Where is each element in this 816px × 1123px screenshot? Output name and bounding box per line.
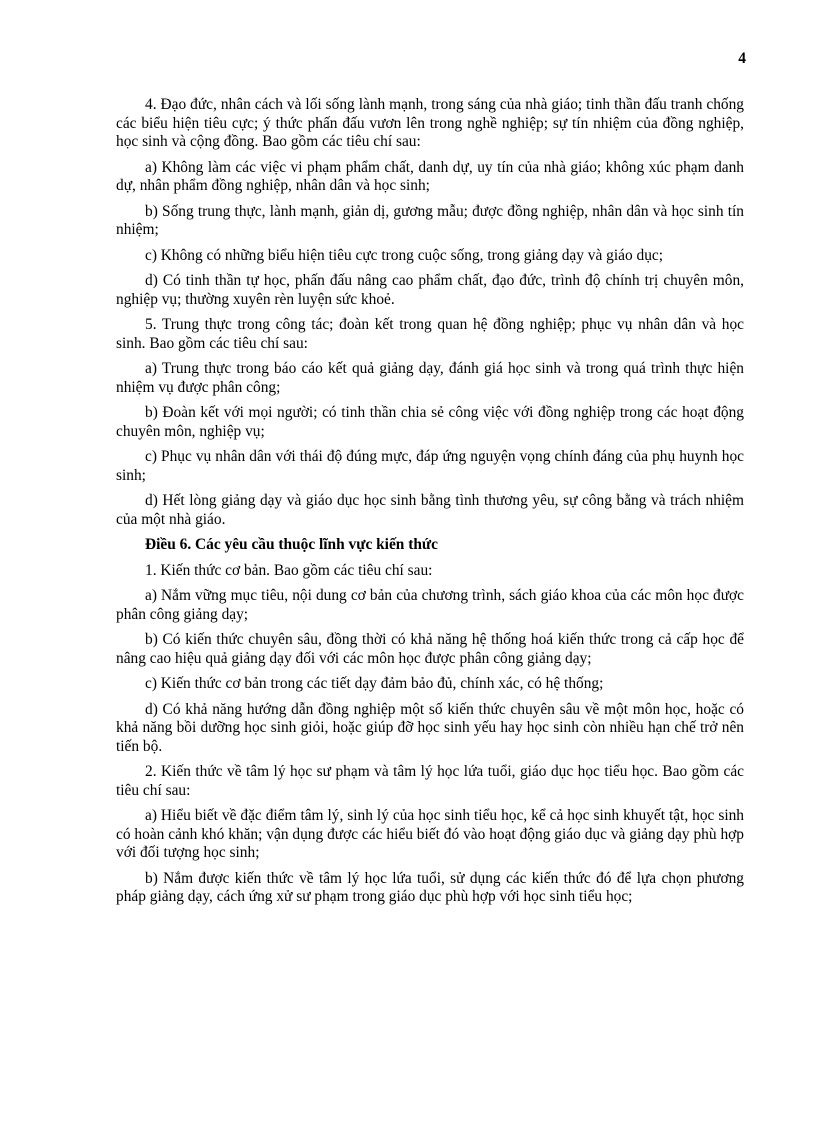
item-4-criterion-b: b) Sống trung thực, lành mạnh, giản dị, gương mẫu; được đồng nghiệp, nhân dân và học sinh tín nhiệm; <box>116 202 744 238</box>
item-4-criterion-a: a) Không làm các việc vi phạm phẩm chất, danh dự, uy tín của nhà giáo; không xúc phạm danh dự, nhân phẩm đồng nghiệp, nhân dân và học sinh; <box>116 158 744 194</box>
article-6-item-2-criterion-b: b) Nắm được kiến thức về tâm lý học lứa tuổi, sử dụng các kiến thức đó để lựa chọn phương pháp giảng dạy, cách ứng xử sư phạm trong giáo dục phù hợp với học sinh tiểu học; <box>116 869 744 905</box>
item-4-intro: 4. Đạo đức, nhân cách và lối sống lành mạnh, trong sáng của nhà giáo; tinh thần đấu tranh chống các biểu hiện tiêu cực; ý thức phấn đấu vươn lên trong nghề nghiệp; sự tín nhiệm của đồng nghiệp, học sinh và cộng đồng. Bao gồm các tiêu chí sau: <box>116 96 744 150</box>
article-6-item-1-criterion-c: c) Kiến thức cơ bản trong các tiết dạy đảm bảo đủ, chính xác, có hệ thống; <box>145 675 604 692</box>
item-5-criterion-d: d) Hết lòng giảng dạy và giáo dục học sinh bằng tình thương yêu, sự công bằng và trách nhiệm của một nhà giáo. <box>116 492 744 528</box>
page-number: 4 <box>738 50 746 67</box>
item-5-criterion-a: a) Trung thực trong báo cáo kết quả giảng dạy, đánh giá học sinh và trong quá trình thực hiện nhiệm vụ được phân công; <box>116 360 744 396</box>
article-6-item-1-criterion-a: a) Nắm vững mục tiêu, nội dung cơ bản của chương trình, sách giáo khoa của các môn học được phân công giảng dạy; <box>116 587 744 623</box>
article-6-item-1-criterion-d: d) Có khả năng hướng dẫn đồng nghiệp một số kiến thức chuyên sâu về một môn học, hoặc có khả năng bồi dưỡng học sinh giỏi, hoặc giúp đỡ học sinh yếu hay học sinh còn nhiều hạn chế trở nên tiến bộ. <box>116 700 744 755</box>
article-6-item-1-intro: 1. Kiến thức cơ bản. Bao gồm các tiêu chí sau: <box>145 561 433 579</box>
item-5-criterion-b: b) Đoàn kết với mọi người; có tinh thần chia sẻ công việc với đồng nghiệp trong các hoạt động chuyên môn, nghiệp vụ; <box>116 404 744 440</box>
article-6-heading: Điều 6. Các yêu cầu thuộc lĩnh vực kiến thức <box>145 536 438 553</box>
article-6-item-1-criterion-b: b) Có kiến thức chuyên sâu, đồng thời có khả năng hệ thống hoá kiến thức trong cả cấp học để nâng cao hiệu quả giảng dạy đối với các môn học được phân công giảng dạy; <box>116 631 744 667</box>
item-5-intro: 5. Trung thực trong công tác; đoàn kết trong quan hệ đồng nghiệp; phục vụ nhân dân và học sinh. Bao gồm các tiêu chí sau: <box>116 316 744 352</box>
article-6-item-2-criterion-a: a) Hiểu biết về đặc điểm tâm lý, sinh lý của học sinh tiểu học, kể cả học sinh khuyết tật, học sinh có hoàn cảnh khó khăn; vận dụng được các hiểu biết đó vào hoạt động giáo dục và giảng dạy phù hợp với đối tượng học sinh; <box>116 807 744 861</box>
item-5-criterion-c: c) Phục vụ nhân dân với thái độ đúng mực, đáp ứng nguyện vọng chính đáng của phụ huynh học sinh; <box>116 448 744 484</box>
item-4-criterion-c: c) Không có những biểu hiện tiêu cực trong cuộc sống, trong giảng dạy và giáo dục; <box>145 246 664 264</box>
item-4-criterion-d: d) Có tinh thần tự học, phấn đấu nâng cao phẩm chất, đạo đức, trình độ chính trị chuyên môn, nghiệp vụ; thường xuyên rèn luyện sức khoẻ. <box>116 272 744 308</box>
article-6-item-2-intro: 2. Kiến thức về tâm lý học sư phạm và tâm lý học lứa tuổi, giáo dục học tiểu học. Bao gồm các tiêu chí sau: <box>116 763 744 799</box>
document-body <box>116 96 744 914</box>
